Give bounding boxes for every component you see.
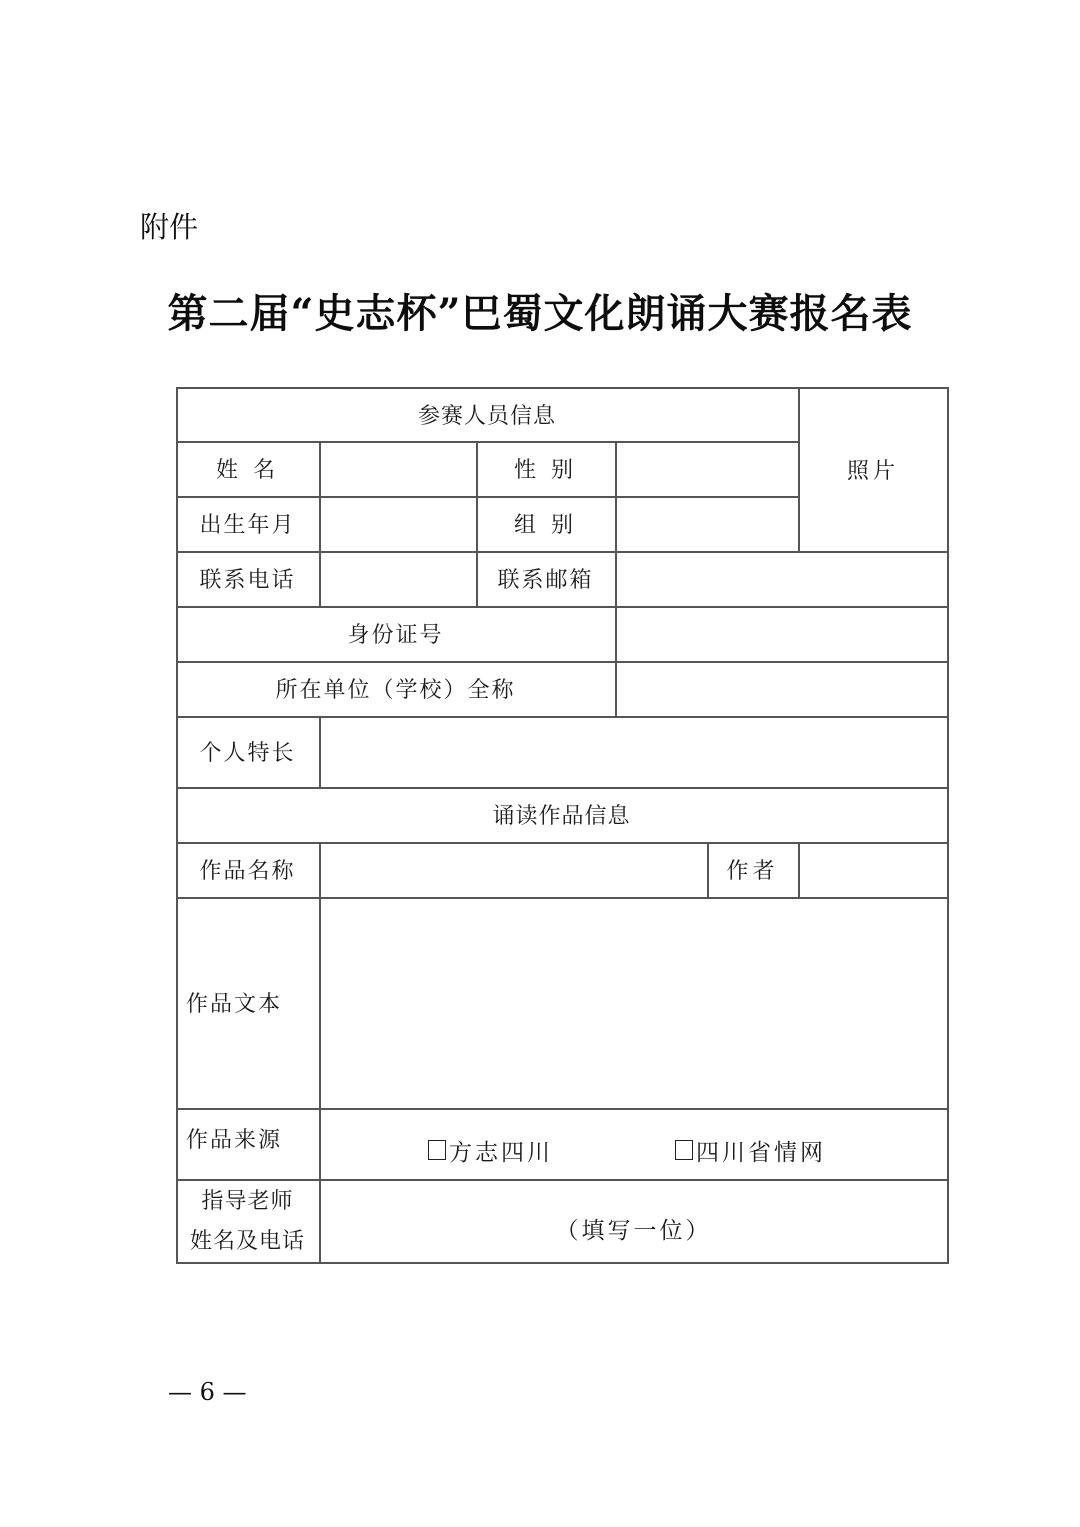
id-label: 身份证号 [347,623,444,648]
teacher-label [176,1181,319,1262]
page-number: — 6 — [168,1378,247,1406]
teacher-field[interactable]: （填写一位） [555,1217,712,1244]
source-options [320,1120,947,1180]
source-option-fangzhi[interactable] [428,1134,553,1167]
talent-label: 个人特长 [199,741,296,766]
work-name-field[interactable] [320,842,707,897]
source-option-shengqing[interactable] [675,1134,826,1167]
work-text-field[interactable] [320,897,947,1108]
attachment-label: 附件 [140,210,199,244]
checkbox-icon[interactable] [675,1140,693,1160]
work-section-header: 诵读作品信息 [492,804,631,829]
birth-label: 出生年月 [199,513,296,538]
birth-field[interactable] [320,496,476,551]
group-field[interactable] [616,496,798,551]
email-label: 联系邮箱 [497,568,594,593]
registration-table [176,387,949,1263]
email-field[interactable] [616,551,947,606]
source-option-label: 四川省情网 [696,1139,826,1166]
org-label: 所在单位（学校）全称 [275,678,516,703]
form-title: 第二届“史志杯”巴蜀文化朗诵大赛报名表 [167,290,913,337]
name-field[interactable] [320,441,476,496]
author-field[interactable] [799,842,947,897]
phone-label: 联系电话 [199,568,296,593]
work-name-label: 作品名称 [199,859,296,884]
name-label: 姓 名 [216,458,279,483]
participant-section-header: 参赛人员信息 [417,403,556,429]
source-option-label: 方志四川 [449,1139,553,1166]
gender-field[interactable] [616,441,798,496]
source-label: 作品来源 [186,1127,283,1153]
photo-cell[interactable]: 照片 [846,458,899,484]
author-label: 作者 [726,859,779,884]
checkbox-icon[interactable] [428,1140,446,1160]
teacher-label-line1: 指导老师 [201,1188,294,1214]
id-field[interactable] [616,606,947,661]
org-field[interactable] [616,661,947,716]
talent-field[interactable] [320,716,947,787]
phone-field[interactable] [320,551,476,606]
gender-label: 性 别 [514,458,577,483]
group-label: 组 别 [514,513,577,538]
teacher-label-line2: 姓名及电话 [189,1228,305,1254]
work-text-label: 作品文本 [186,992,283,1017]
